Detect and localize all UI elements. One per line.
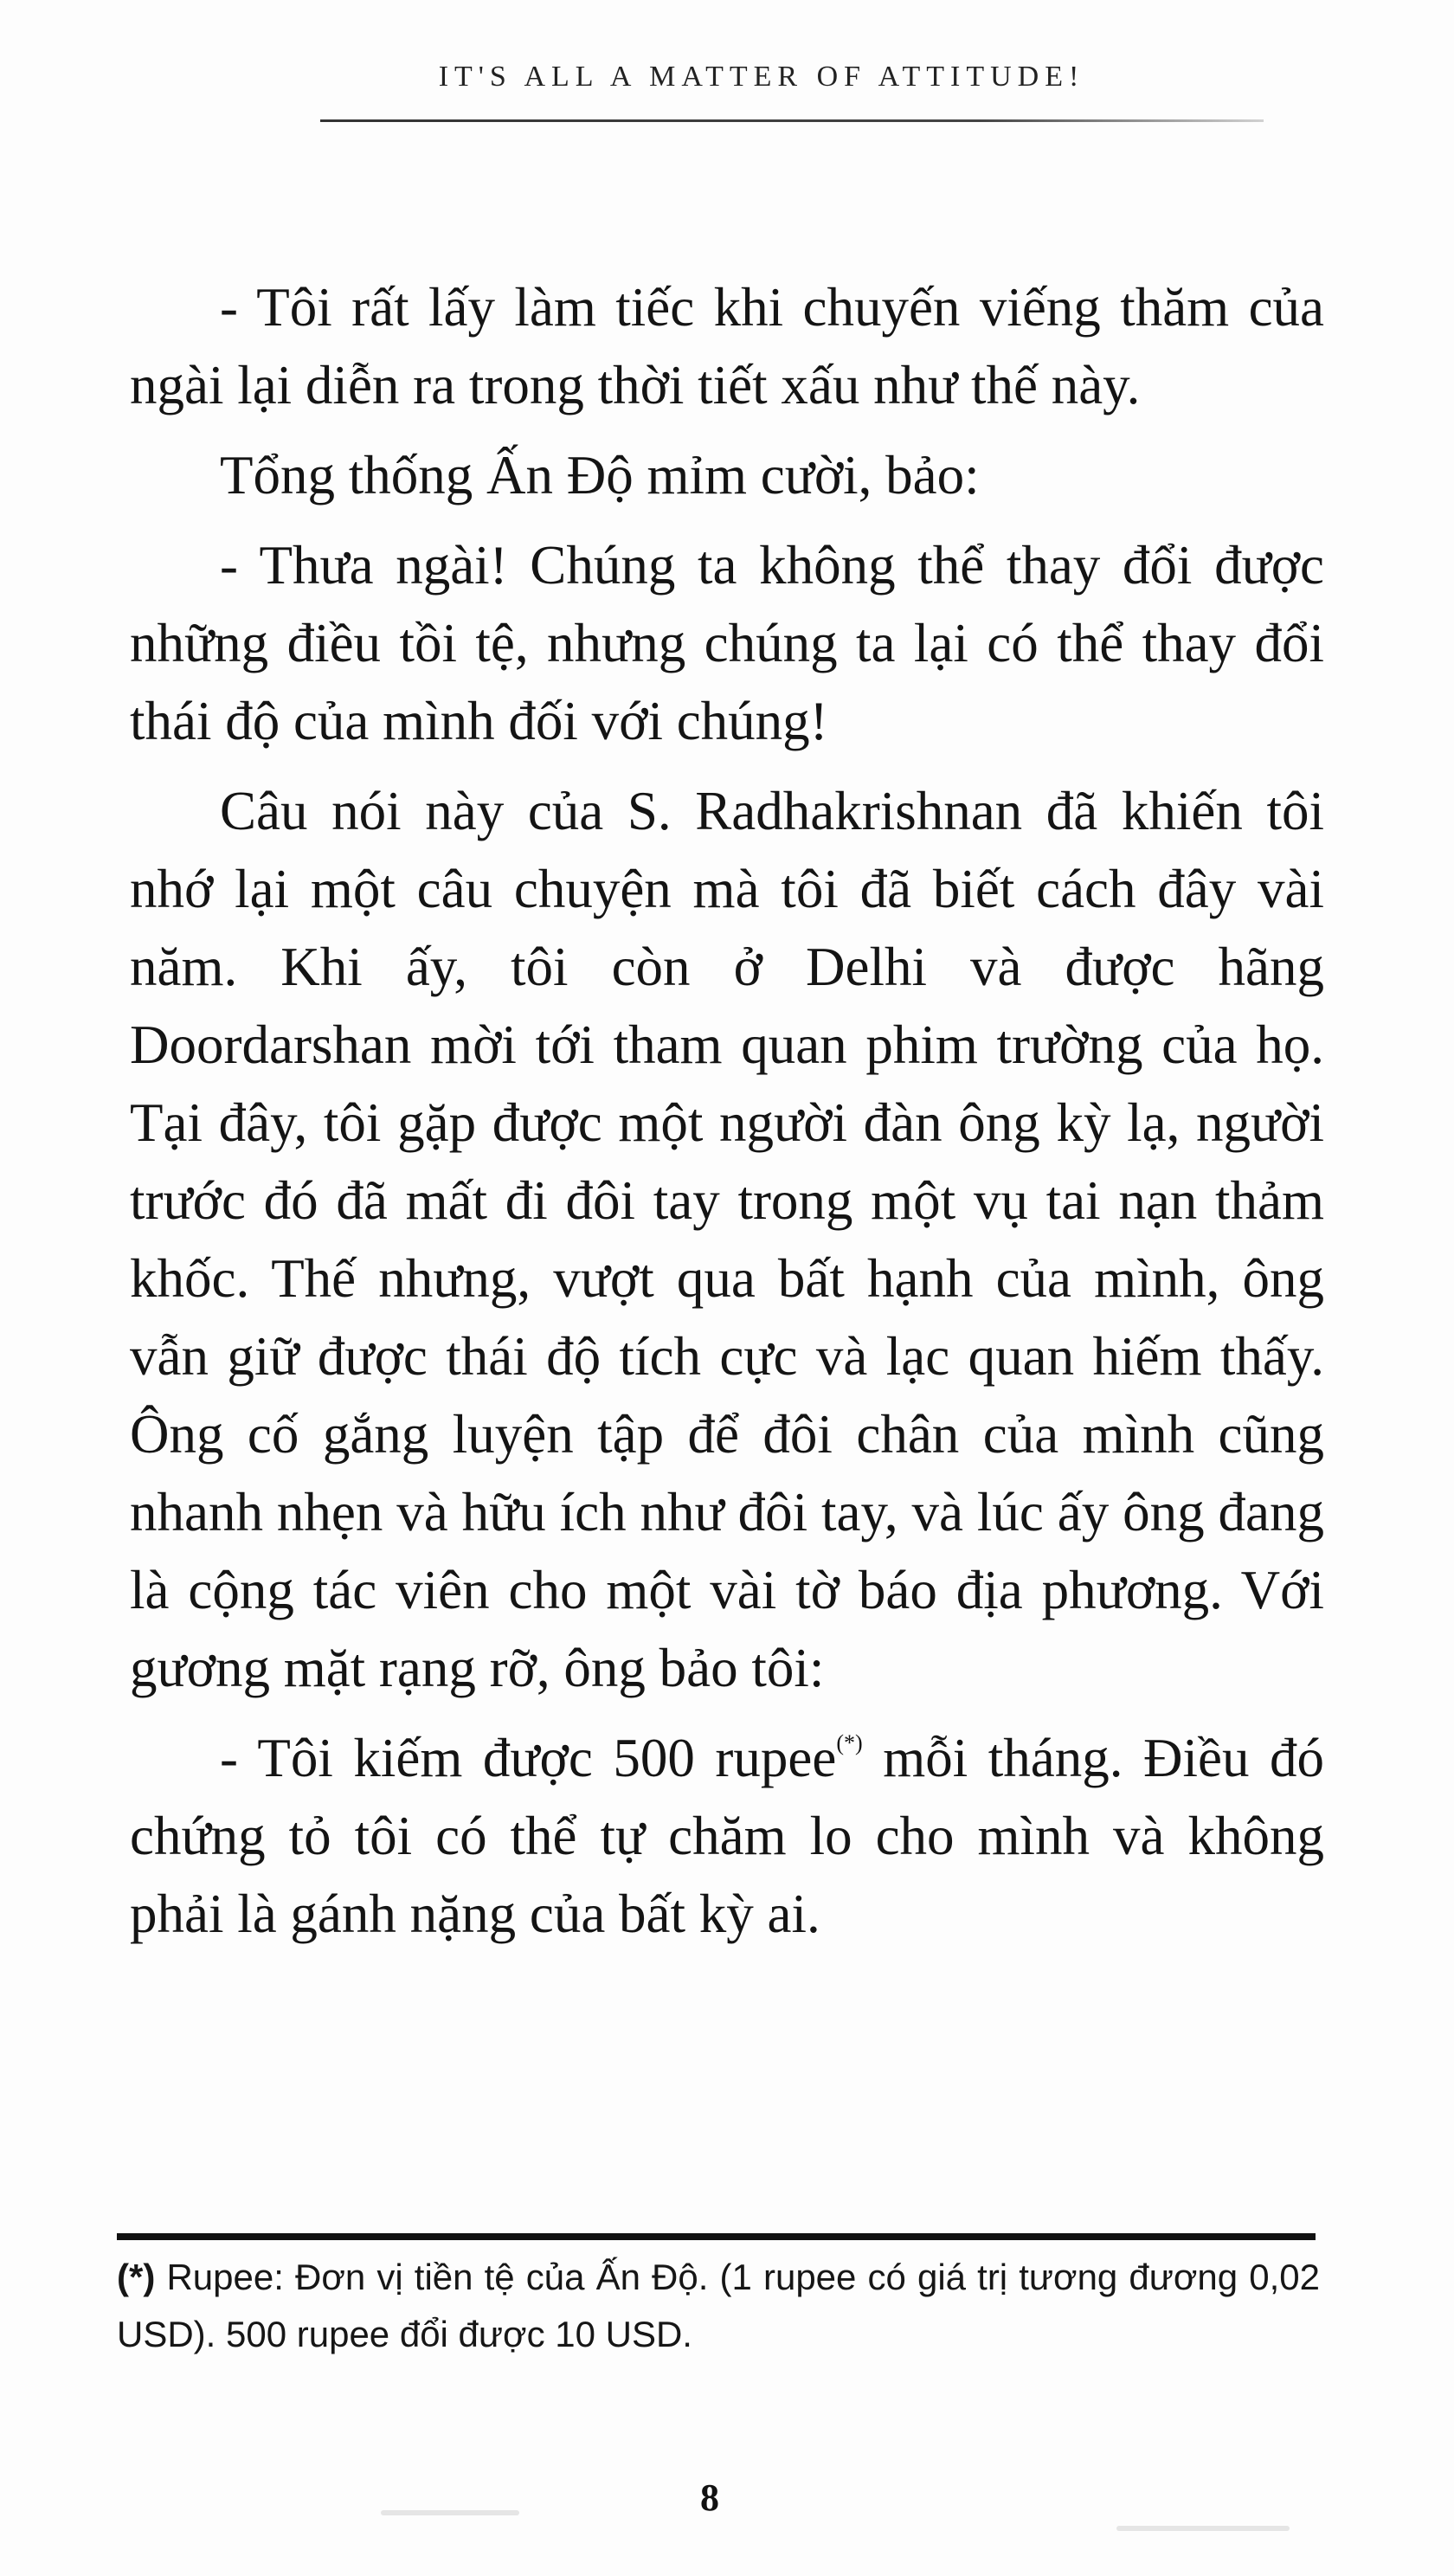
header-rule (320, 119, 1264, 122)
paragraph-apology: - Tôi rất lấy làm tiếc khi chuyến viếng thăm của ngài lại diễn ra trong thời tiết xấu như thế này. (130, 277, 1324, 415)
footnote-mark: (*) (117, 2257, 156, 2297)
body-text (130, 268, 1324, 1965)
footnote (117, 2249, 1320, 2363)
paragraph-president-quote: - Thưa ngài! Chúng ta không thể thay đổi được những điều tồi tệ, nhưng chúng ta lại có thể thay đổi thái độ của mình đối với chúng! (130, 535, 1324, 751)
earnings-text-start: - Tôi kiếm được 500 rupee (220, 1728, 837, 1788)
page-number: 8 (700, 2476, 719, 2519)
paragraph-earnings-quote (130, 1719, 1324, 1953)
scan-smudge (381, 2510, 519, 2515)
footnote-text: Rupee: Đơn vị tiền tệ của Ấn Độ. (1 rupee có giá trị tương đương 0,02 USD). 500 rupee đổi được 10 USD. (117, 2257, 1320, 2354)
paragraph-story: Câu nói này của S. Radhakrishnan đã khiến tôi nhớ lại một câu chuyện mà tôi đã biết cách đây vài năm. Khi ấy, tôi còn ở Delhi và được hãng Doordarshan mời tới tham quan phim trường của họ. Tại đây, tôi gặp được một người đàn ông kỳ lạ, người trước đó đã mất đi đôi tay trong một vụ tai nạn thảm khốc. Thế nhưng, vượt qua bất hạnh của mình, ông vẫn giữ được thái độ tích cực và lạc quan hiếm thấy. Ông cố gắng luyện tập để đôi chân của mình cũng nhanh nhẹn và hữu ích như đôi tay, và lúc ấy ông đang là cộng tác viên cho một vài tờ báo địa phương. Với gương mặt rạng rỡ, ông bảo tôi: (130, 781, 1324, 1698)
footnote-rule (117, 2233, 1316, 2240)
footnote-reference: (*) (836, 1730, 863, 1755)
scan-smudge (1116, 2526, 1290, 2531)
running-head-title: IT'S ALL A MATTER OF ATTITUDE! (438, 61, 1085, 93)
paragraph-president-smiled: Tổng thống Ấn Độ mỉm cười, bảo: (220, 445, 980, 506)
earnings-text-end: mỗi tháng. Điều đó chứng tỏ tôi có thể tự chăm lo cho mình và không phải là gánh nặng của bất kỳ ai. (130, 1728, 1325, 1944)
